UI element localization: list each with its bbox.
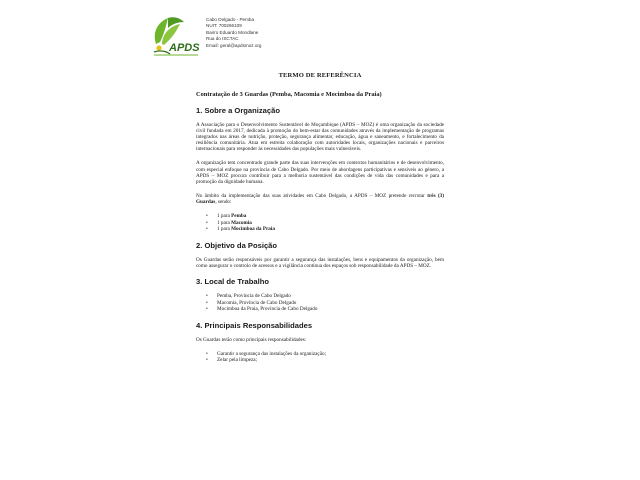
bullet-icon: • [206,350,208,357]
apds-logo [150,14,202,58]
list-item-text: Pemba, Província de Cabo Delgado [217,293,291,299]
bullet-icon: • [206,293,208,299]
list-item-place: Macomia [231,219,252,226]
list-item-prefix: 1 para [217,213,232,220]
section-heading-objective: 2. Objetivo da Posição [196,240,278,250]
list-item-place: Pemba [231,213,247,220]
list-item [196,226,444,233]
list-item-text: Mocimboa da Praia, Província de Cabo Delgado [217,306,318,313]
section-heading-responsibilities: 4. Principais Responsabilidades [196,320,313,330]
document-body [196,106,444,372]
list-item-prefix: 1 para [217,226,232,233]
list-item-text: Macomia, Província de Cabo Delgado [217,299,297,306]
list-item-text: Garantir a segurança das instalações da organização; [217,350,327,357]
paragraph-about-2: A organização tem concentrado grande parte das suas intervenções em contextos humanitários e de desenvolvimento, com especial enfoque na província de Cabo Delgado. Por meio de abordagens participativas e sensíveis ao género, a APDS – MOZ procura contribuir para a melhoria sustentável das condições de vida das comunidades e para a promoção da dignidade humana. [196,160,444,185]
list-item [196,357,444,364]
list-item [196,306,444,313]
list-item [196,220,444,227]
leaf-logo-icon [150,14,202,58]
list-item [196,293,444,300]
bullet-icon: • [206,226,208,233]
paragraph-about-1: A Associação para o Desenvolvimento Sustentável de Moçambique (APDS – MOZ) é uma organização da sociedade civil fundada em 2017, dedicada à promoção do bem-estar das comunidades através da implementação de programas integrados nas áreas de nutrição, proteção, segurança alimentar, educação, água e saneamento, e fortalecimento da resiliência comunitária. Atua em estreita colaboração com autoridades locais, organizações nacionais e parceiros internacionais para responder às necessidades das populações mais vulneráveis. [196,122,444,153]
organization-contact-block [206,17,261,49]
section-heading-workplace: 3. Local de Trabalho [196,277,270,286]
responsibilities-list [196,351,444,364]
bullet-icon: • [206,306,208,313]
workplace-list [196,293,444,313]
paragraph-objective: Os Guardas serão responsáveis por garantir a segurança das instalações, bens e equipamentos da organização, bem como assegurar o controlo de acessos e a vigilância contínua dos espaços sob responsabilidade da APDS – MOZ. [196,256,444,269]
section-heading-organization: 1. Sobre a Organização [196,106,280,115]
list-item [196,213,444,220]
logo-text: APDS [169,42,200,54]
bullet-icon: • [206,299,208,306]
paragraph-recruitment [196,193,444,205]
org-location: Cabo Delgado - Pemba [206,17,255,22]
bullet-icon: • [206,357,208,364]
bullet-icon: • [206,213,208,220]
org-email: Email: geral@apdsmoz.org [206,42,262,48]
org-nuit: NUIT: 700266109 [206,23,242,29]
recruit-count: três (3) Guardas [196,192,444,205]
document-title: TERMO DE REFERÊNCIA [278,72,362,79]
list-item-text: Zelar pela limpeza; [217,357,258,364]
list-item-prefix: 1 para [217,219,232,226]
recruit-text: No âmbito da implementação das suas atividades em Cabo Delgado, a APDS – MOZ pretende recrutar [196,192,428,199]
org-street: Rua do ISCTAC [206,36,239,42]
bullet-icon: • [206,219,208,226]
list-item [196,351,444,358]
recruit-list [196,213,444,233]
list-item-place: Mocimboa da Praia [231,226,275,233]
document-subject: Contratação de 3 Guardas (Pemba, Macomia e Mocimboa da Praia) [196,91,382,98]
org-neighborhood: Bairro Eduardo Mondlane [206,29,259,35]
list-item [196,300,444,307]
recruit-suffix: , sendo: [215,198,232,205]
paragraph-responsibilities: Os Guardas terão como principais responsabilidades: [196,336,307,343]
